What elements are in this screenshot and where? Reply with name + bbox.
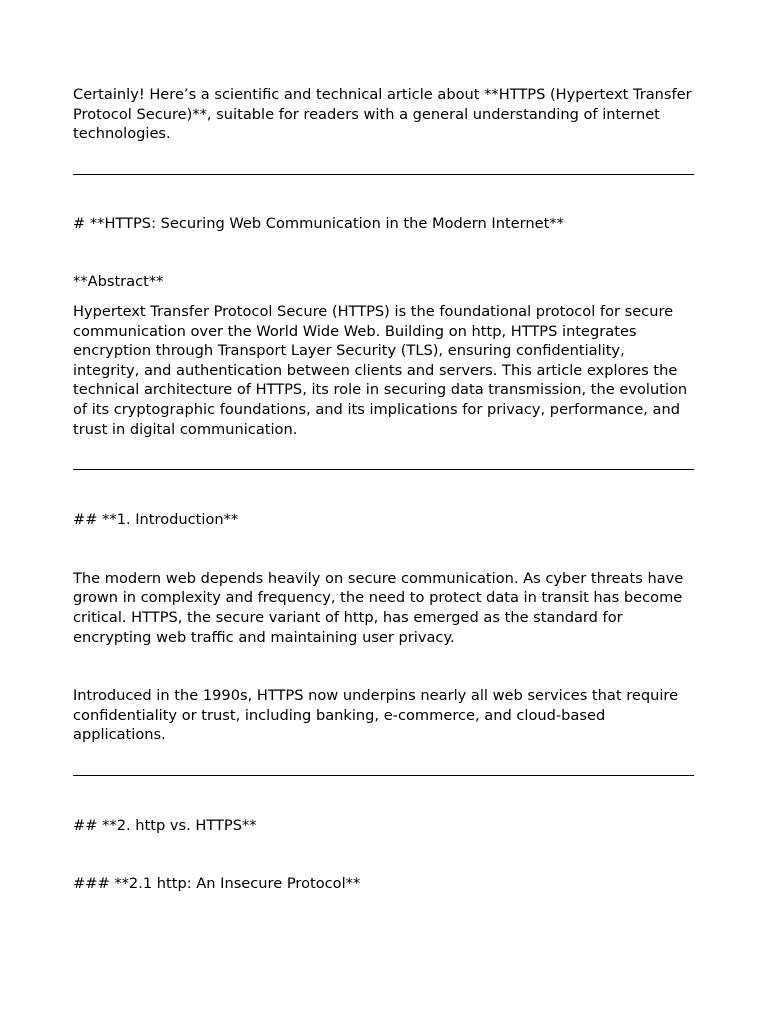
divider: [73, 174, 694, 175]
divider: [73, 469, 694, 470]
section-1-paragraph-1: The modern web depends heavily on secure communication. As cyber threats have grown in complexity and frequency, the need to protect data in transit has become critical. HTTPS, the secure variant of http, has emerged as the standard for encrypting web traffic and maintaining user privacy.: [73, 569, 684, 646]
divider: [73, 775, 694, 776]
section-2-heading: ## **2. http vs. HTTPS**: [73, 816, 257, 834]
section-2-1-heading: ### **2.1 http: An Insecure Protocol**: [73, 875, 361, 893]
article-title: # **HTTPS: Securing Web Communication in the Modern Internet**: [73, 214, 564, 232]
abstract-heading: **Abstract**: [73, 273, 164, 291]
intro-paragraph: Certainly! Here’s a scientific and technical article about **HTTPS (Hypertext Transfer Protocol Secure)**, suitable for readers with a general understanding of internet technologies.: [73, 86, 692, 143]
section-1-paragraph-2: Introduced in the 1990s, HTTPS now underpins nearly all web services that require confidentiality or trust, including banking, e-commerce, and cloud-based applications.: [73, 687, 679, 744]
section-1-heading: ## **1. Introduction**: [73, 511, 239, 529]
document-page: [73, 85, 694, 894]
abstract-paragraph: Hypertext Transfer Protocol Secure (HTTPS) is the foundational protocol for secure communication over the World Wide Web. Building on http, HTTPS integrates encryption through Transport Layer Security (TLS), ensuring confidentiality, integrity, and authentication between clients and servers. This article explores the technical architecture of HTTPS, its role in securing data transmission, the evolution of its cryptographic foundations, and its implications for privacy, performance, and trust in digital communication.: [73, 302, 688, 438]
